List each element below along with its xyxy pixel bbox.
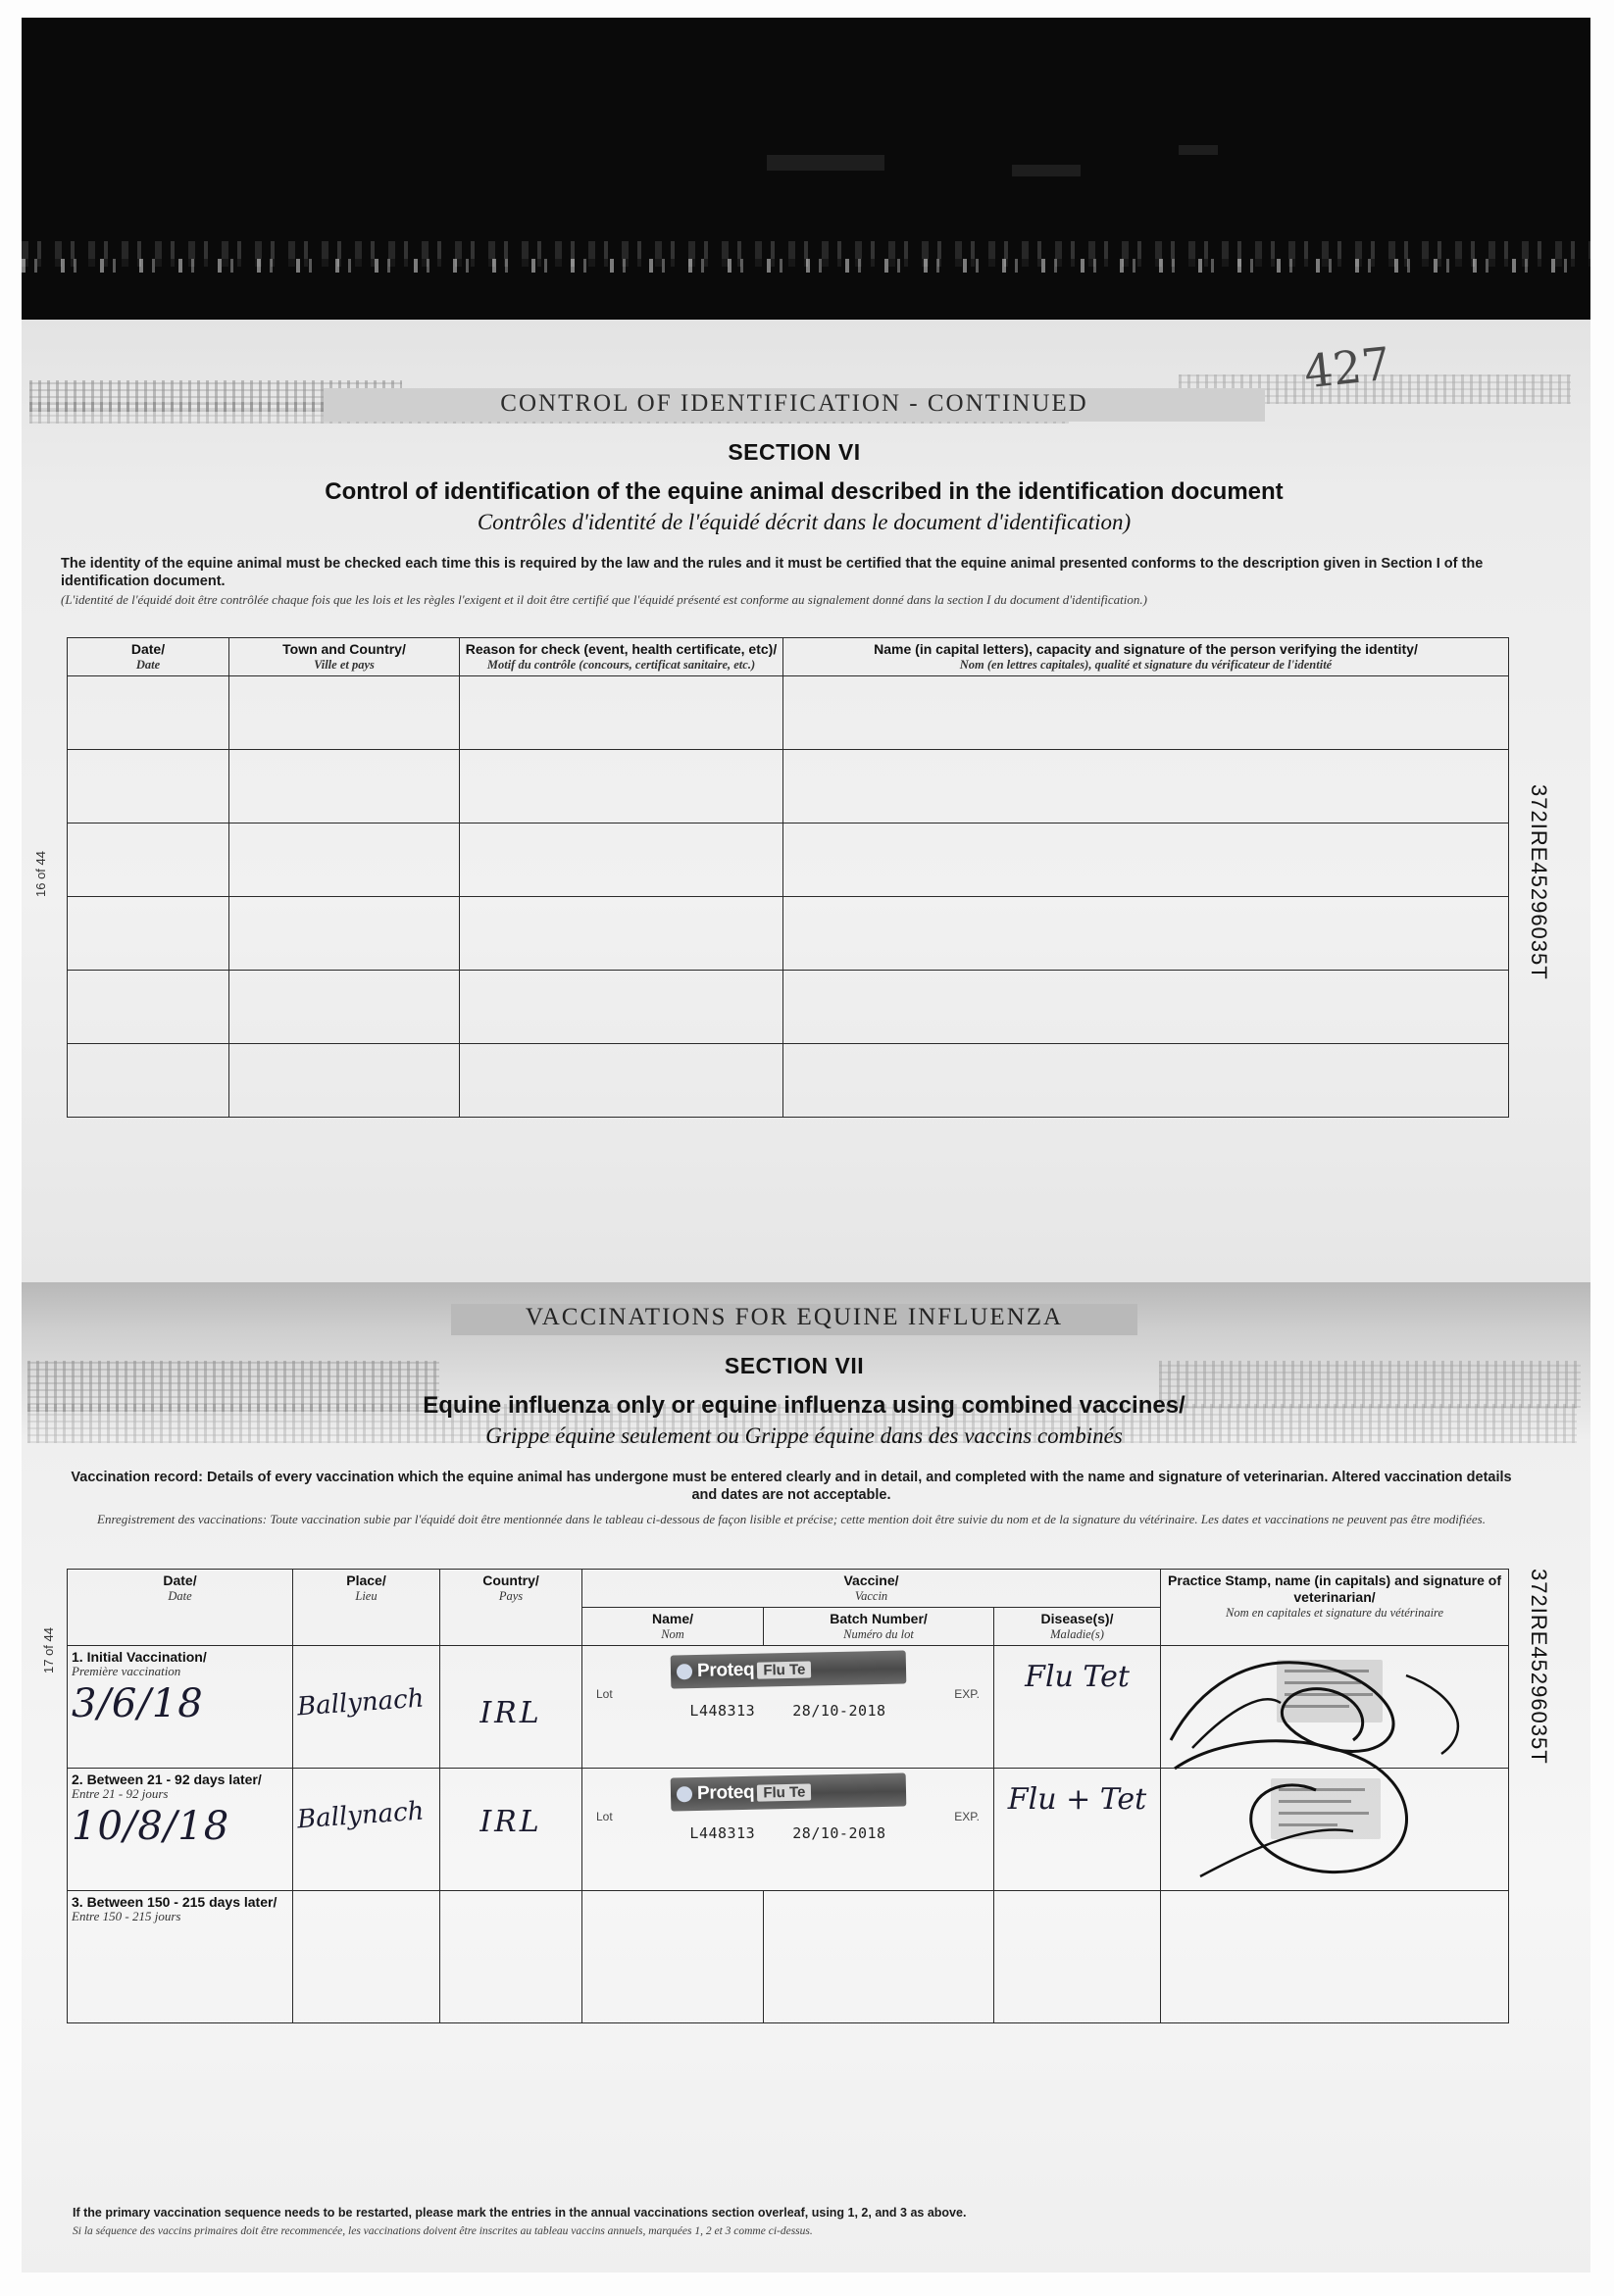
- col-date-en: Date/: [130, 641, 166, 657]
- cell-row3-disease[interactable]: [994, 1890, 1161, 2022]
- sticker-lot-values: [586, 1824, 989, 1842]
- col-date: [68, 638, 229, 676]
- row2-exp-label: EXP.: [954, 1809, 980, 1823]
- col-place-fr: Lieu: [355, 1588, 378, 1603]
- cell-date[interactable]: [68, 896, 229, 970]
- cell-row1-disease[interactable]: [994, 1645, 1161, 1768]
- cell-town[interactable]: [229, 896, 460, 970]
- col-town-en: Town and Country/: [282, 641, 406, 657]
- sticker-lot-row: [586, 1810, 989, 1823]
- cell-name[interactable]: [783, 749, 1509, 823]
- col-vet: [1161, 1570, 1509, 1646]
- row2-country-value: IRL: [479, 1804, 542, 1839]
- col-disease-en: Disease(s)/: [1040, 1610, 1114, 1626]
- col-place: [293, 1570, 440, 1646]
- cell-row2-country[interactable]: [440, 1768, 582, 1890]
- stamp-text-line: [1279, 1812, 1369, 1815]
- col-country-en: Country/: [482, 1572, 539, 1588]
- vaccine-sticker: [670, 1772, 906, 1811]
- handwritten-page-number: 427: [1301, 336, 1393, 399]
- scan-noise-stripe-2: [22, 259, 1590, 273]
- barcode-vii: 372IRE45296035T: [1527, 1569, 1551, 1765]
- row1-date-value: 3/6/18: [72, 1680, 204, 1726]
- col-vaccine-name-fr: Nom: [661, 1626, 684, 1641]
- col-date-en: Date/: [163, 1572, 197, 1588]
- section-vii-note-en: Vaccination record: Details of every vaccination which the equine animal has undergone must be entered clearly and in detail, and completed with the name and signature of veterinarian. Altered vaccination details and dates are not acceptable.: [71, 1470, 1512, 1504]
- col-vaccine-en: Vaccine/: [843, 1572, 899, 1588]
- cell-date[interactable]: [68, 749, 229, 823]
- cell-row1-date[interactable]: [68, 1645, 293, 1768]
- sticker-lot-values: [586, 1702, 989, 1720]
- cell-row2-disease[interactable]: [994, 1768, 1161, 1890]
- col-verifier: [783, 638, 1509, 676]
- cell-reason[interactable]: [460, 749, 783, 823]
- cell-date[interactable]: [68, 1043, 229, 1117]
- section-vii-footer-en: If the primary vaccination sequence needs to be restarted, please mark the entries in the annual vaccinations section overleaf, using 1, 2, and 3 as above.: [73, 2206, 967, 2220]
- col-vet-fr: Nom en capitales et signature du vétérinaire: [1226, 1605, 1443, 1620]
- cell-town[interactable]: [229, 675, 460, 749]
- row1-vaccine-sub: Flu Te: [757, 1661, 811, 1678]
- col-batch: [764, 1607, 994, 1645]
- section-vii-number: SECTION VII: [724, 1353, 865, 1378]
- cell-name[interactable]: [783, 675, 1509, 749]
- row1-disease-value: Flu Tet: [1025, 1659, 1130, 1694]
- row2-expiry-value: 28/10-2018: [792, 1823, 886, 1842]
- col-batch-en: Batch Number/: [830, 1610, 928, 1626]
- table-row[interactable]: [68, 970, 1509, 1043]
- cell-row3-date[interactable]: [68, 1890, 293, 2022]
- vaccination-table: [67, 1569, 1508, 2023]
- row3-label-en: 3. Between 150 - 215 days later/: [72, 1893, 277, 1910]
- section-vii-title-fr: Grippe équine seulement ou Grippe équine dans des vaccins combinés: [485, 1423, 1123, 1448]
- stamp-text-line: [1279, 1788, 1365, 1791]
- col-verifier-en: Name (in capital letters), capacity and signature of the person verifying the identity/: [874, 641, 1418, 657]
- row1-batch-value: L448313: [689, 1701, 756, 1720]
- section-vi-number: SECTION VI: [728, 439, 861, 465]
- cell-row1-vet[interactable]: [1161, 1645, 1509, 1768]
- barcode-vi: 372IRE45296035T: [1527, 784, 1551, 980]
- cell-row3-country[interactable]: [440, 1890, 582, 2022]
- row1-place-value: Ballynach: [296, 1683, 426, 1722]
- row3-label-fr: Entre 150 - 215 jours: [72, 1908, 181, 1923]
- cell-row1-vaccine[interactable]: [582, 1645, 994, 1768]
- cell-reason[interactable]: [460, 1043, 783, 1117]
- col-disease: [994, 1607, 1161, 1645]
- col-country: [440, 1570, 582, 1646]
- row2-date-value: 10/8/18: [72, 1803, 230, 1849]
- row2-lot-label: Lot: [596, 1809, 613, 1823]
- table-row[interactable]: [68, 1890, 1509, 2022]
- cell-row1-place[interactable]: [293, 1645, 440, 1768]
- row1-exp-label: EXP.: [954, 1686, 980, 1701]
- section-vi-banner: CONTROL OF IDENTIFICATION - CONTINUED: [500, 390, 1088, 417]
- col-disease-fr: Maladie(s): [1050, 1626, 1104, 1641]
- cell-town[interactable]: [229, 1043, 460, 1117]
- scan-dark-band: [22, 18, 1590, 320]
- scan-speck: [767, 155, 884, 171]
- row2-batch-value: L448313: [689, 1823, 756, 1842]
- cell-name[interactable]: [783, 970, 1509, 1043]
- row2-vaccine-sub: Flu Te: [757, 1783, 811, 1801]
- col-reason: [460, 638, 783, 676]
- cell-date[interactable]: [68, 675, 229, 749]
- scan-speck: [1179, 145, 1218, 155]
- section-vii-title-en: Equine influenza only or equine influenza using combined vaccines/: [423, 1392, 1185, 1419]
- cell-name[interactable]: [783, 896, 1509, 970]
- col-date-fr: Date: [168, 1588, 192, 1603]
- row2-place-value: Ballynach: [296, 1796, 426, 1835]
- cell-reason[interactable]: [460, 970, 783, 1043]
- cell-name[interactable]: [783, 823, 1509, 896]
- sticker-dot-icon: [676, 1664, 691, 1679]
- table-header-row: [68, 1570, 1509, 1608]
- col-vet-en: Practice Stamp, name (in capitals) and signature of veterinarian/: [1168, 1572, 1502, 1605]
- stamp-text-line: [1279, 1800, 1351, 1803]
- row1-vaccine-brand: Proteq: [696, 1659, 755, 1681]
- cell-town[interactable]: [229, 749, 460, 823]
- row1-country-value: IRL: [479, 1695, 542, 1730]
- cell-name[interactable]: [783, 1043, 1509, 1117]
- cell-town[interactable]: [229, 823, 460, 896]
- page-label-vii: 17 of 44: [41, 1627, 56, 1673]
- cell-date[interactable]: [68, 823, 229, 896]
- cell-town[interactable]: [229, 970, 460, 1043]
- cell-row3-batch[interactable]: [764, 1890, 994, 2022]
- stamp-text-line: [1285, 1670, 1369, 1672]
- section-vi-title-fr: Contrôles d'identité de l'équidé décrit dans le document d'identification): [477, 510, 1132, 534]
- cell-reason[interactable]: [460, 675, 783, 749]
- cell-row2-vet[interactable]: [1161, 1768, 1509, 1890]
- cell-date[interactable]: [68, 970, 229, 1043]
- scan-speck: [1012, 165, 1081, 176]
- col-town-fr: Ville et pays: [314, 657, 375, 672]
- table-row[interactable]: [68, 1768, 1509, 1890]
- col-reason-fr: Motif du contrôle (concours, certificat sanitaire, etc.): [486, 657, 756, 672]
- col-date: [68, 1570, 293, 1646]
- cell-row2-place[interactable]: [293, 1768, 440, 1890]
- row1-expiry-value: 28/10-2018: [792, 1701, 886, 1720]
- identification-control-table: [67, 637, 1508, 1118]
- col-country-fr: Pays: [498, 1588, 524, 1603]
- table-header-row: [68, 638, 1509, 676]
- cell-reason[interactable]: [460, 823, 783, 896]
- table-row[interactable]: [68, 675, 1509, 749]
- row2-vaccine-brand: Proteq: [696, 1781, 755, 1804]
- row1-label-fr: Première vaccination: [72, 1663, 181, 1678]
- row1-label-en: 1. Initial Vaccination/: [72, 1648, 207, 1665]
- section-vi-note-en: The identity of the equine animal must be checked each time this is required by the law and the rules and it must be certified that the equine animal presented conforms to the description given in Section I of the identification document.: [61, 556, 1484, 590]
- col-town-country: [229, 638, 460, 676]
- cell-reason[interactable]: [460, 896, 783, 970]
- section-vii-banner: VACCINATIONS FOR EQUINE INFLUENZA: [525, 1304, 1064, 1330]
- col-reason-en: Reason for check (event, health certificate, etc)/: [465, 641, 778, 657]
- sticker-dot-icon: [676, 1786, 691, 1802]
- table-row[interactable]: [68, 1043, 1509, 1117]
- cell-row1-country[interactable]: [440, 1645, 582, 1768]
- col-vaccine-fr: Vaccin: [854, 1588, 888, 1603]
- stamp-text-line: [1285, 1681, 1361, 1684]
- row2-disease-value: Flu + Tet: [1007, 1781, 1147, 1817]
- page-label-vi: 16 of 44: [33, 851, 48, 897]
- cell-row2-date[interactable]: [68, 1768, 293, 1890]
- section-vii-note-fr: Enregistrement des vaccinations: Toute vaccination subie par l'équidé doit être mentionnée dans le tableau ci-dessous de façon lisible et précise; cette mention doit être suivie du nom et de la signature du vétérinaire. Les dates et vaccinations ne peuvent pas être modifiées.: [97, 1512, 1486, 1526]
- table-row[interactable]: [68, 823, 1509, 896]
- col-vaccine: [582, 1570, 1161, 1608]
- stamp-text-line: [1279, 1823, 1337, 1826]
- stamp-text-line: [1285, 1705, 1349, 1708]
- col-place-en: Place/: [346, 1572, 386, 1588]
- col-vaccine-name: [582, 1607, 764, 1645]
- section-vi-note-fr: (L'identité de l'équidé doit être contrôlée chaque fois que les lois et les règles l'exigent et il doit être certifié que l'équidé présenté est conforme au signalement donné dans la section I du document d'identification.): [61, 592, 1147, 607]
- table-row[interactable]: [68, 749, 1509, 823]
- row1-lot-label: Lot: [596, 1686, 613, 1701]
- cell-row2-vaccine[interactable]: [582, 1768, 994, 1890]
- sticker-lot-row: [586, 1687, 989, 1701]
- section-vi-title-en: Control of identification of the equine animal described in the identification document: [325, 478, 1284, 505]
- col-date-fr: Date: [135, 657, 161, 672]
- cell-row3-vet[interactable]: [1161, 1890, 1509, 2022]
- table-row[interactable]: [68, 1645, 1509, 1768]
- cell-row3-place[interactable]: [293, 1890, 440, 2022]
- table-row[interactable]: [68, 896, 1509, 970]
- section-vii-footer-fr: Si la séquence des vaccins primaires doit être recommencée, les vaccinations doivent être inscrites au tableau vaccins annuels, marquées 1, 2 et 3 comme ci-dessus.: [73, 2225, 813, 2237]
- cell-row3-vaccine-name[interactable]: [582, 1890, 764, 2022]
- col-batch-fr: Numéro du lot: [843, 1626, 914, 1641]
- col-verifier-fr: Nom (en lettres capitales), qualité et signature du vérificateur de l'identité: [959, 657, 1333, 672]
- col-vaccine-name-en: Name/: [651, 1610, 694, 1626]
- vaccine-sticker: [670, 1650, 906, 1688]
- row2-label-fr: Entre 21 - 92 jours: [72, 1785, 169, 1801]
- row2-label-en: 2. Between 21 - 92 days later/: [72, 1771, 262, 1787]
- stamp-text-line: [1285, 1693, 1373, 1696]
